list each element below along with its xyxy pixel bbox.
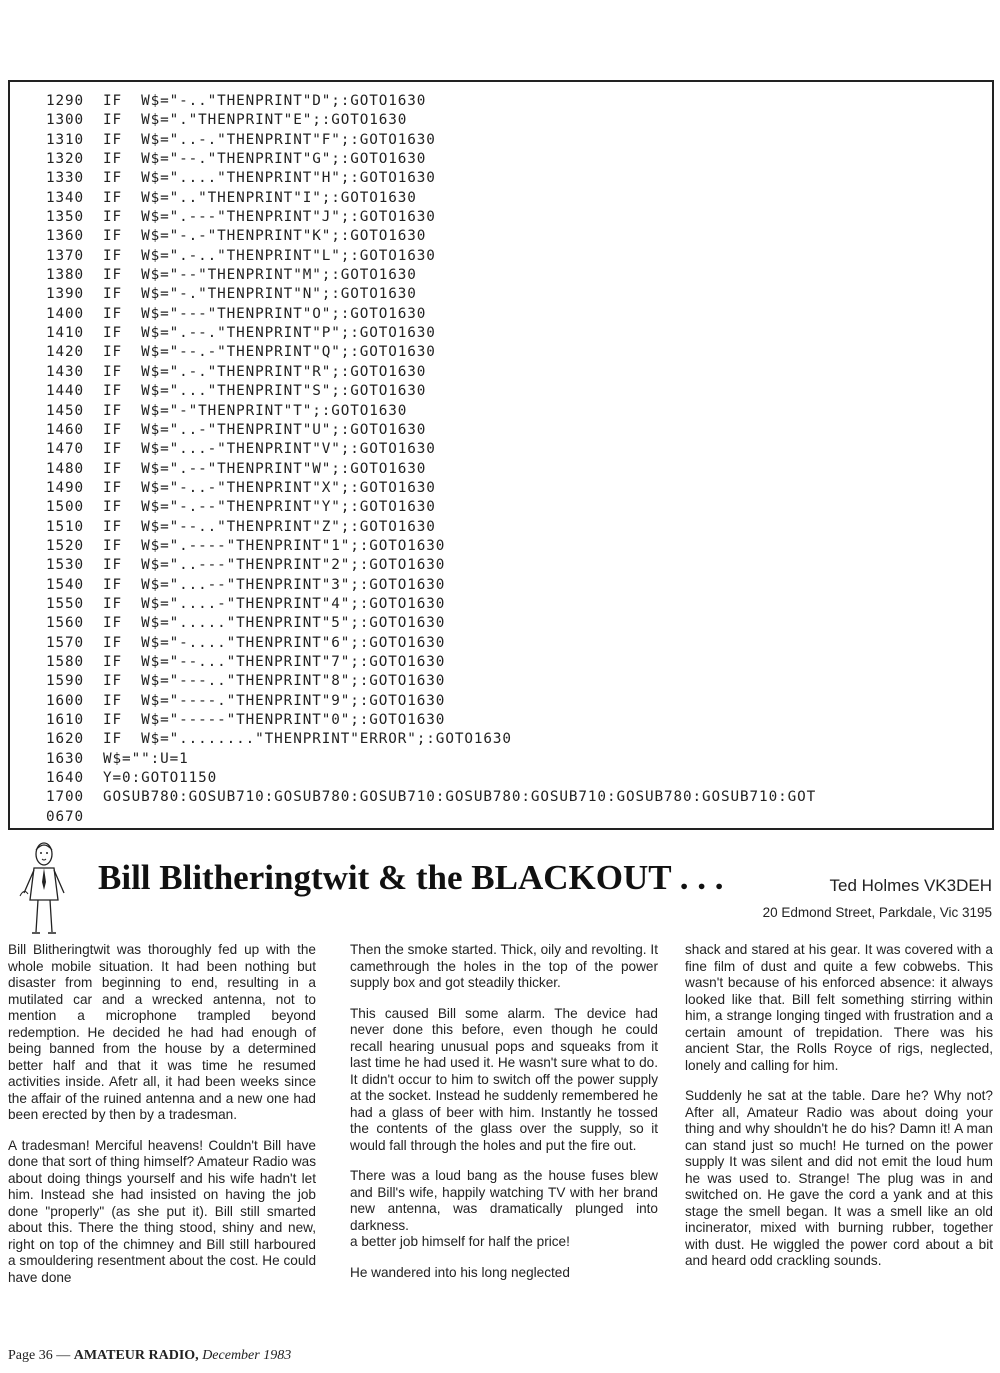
code-line: 1700 GOSUB780:GOSUB710:GOSUB780:GOSUB710:GOSUB780:GOSUB710:GOSUB780:GOSUB710:GOT (46, 789, 817, 806)
code-line: 1410 IF W$=".--."THENPRINT"P";:GOTO1630 (46, 325, 436, 342)
code-line: 1380 IF W$="--"THENPRINT"M";:GOTO1630 (46, 267, 417, 284)
code-line: 1510 IF W$="--.."THENPRINT"Z";:GOTO1630 (46, 518, 436, 535)
code-line: 1470 IF W$="...-"THENPRINT"V";:GOTO1630 (46, 441, 436, 458)
code-line: 1640 Y=0:GOTO1150 (46, 770, 218, 787)
code-line: 1430 IF W$=".-."THENPRINT"R";:GOTO1630 (46, 363, 427, 380)
article-column-2 (350, 942, 658, 1281)
author-address: 20 Edmond Street, Parkdale, Vic 3195 (762, 905, 992, 920)
cartoon-figure-illustration (14, 838, 74, 938)
code-line: 1580 IF W$="--..."THENPRINT"7";:GOTO1630 (46, 653, 446, 670)
code-line: 1490 IF W$="-..-"THENPRINT"X";:GOTO1630 (46, 479, 436, 496)
code-line: 1450 IF W$="-"THENPRINT"T";:GOTO1630 (46, 402, 408, 419)
page-number: Page 36 — (8, 1348, 71, 1363)
code-line: 1440 IF W$="..."THENPRINT"S";:GOTO1630 (46, 383, 427, 400)
paragraph: Suddenly he sat at the table. Dare he? Why not? After all, Amateur Radio was about doing your thing and why shouldn't he do his? Damn it! A man can stand just so much! He turned on the power supply It was silent and did not emit the loud hum he was used to. Strange! The plug was in and switched on. He gave the cord a yank and at this stage the smell began. It was a smell like an old incinerator, mixed with burning rubber, together with dust. He wiggled the power cord about a bit and heard odd crackling sounds. (685, 1088, 993, 1268)
paragraph: Bill Blitheringtwit was thoroughly fed up with the whole mobile situation. It had been nothing but disaster from beginning to end, resulting in a mutilated car and a wrecked antenna, not to mention a microphone trampled beyond redemption. He decided he had had enough of being banned from the house by a determined better half and that it was time he resumed activities inside. Afetr all, it had been weeks since the affair of the ruined antenna and a new one had been erected by then by a tradesman. (8, 942, 316, 1122)
code-line: 1370 IF W$=".-.."THENPRINT"L";:GOTO1630 (46, 247, 436, 264)
article-title: Bill Blitheringtwit & the BLACKOUT . . . (98, 858, 724, 897)
paragraph: He wandered into his long neglected (350, 1264, 570, 1280)
code-line: 1360 IF W$="-.-"THENPRINT"K";:GOTO1630 (46, 228, 427, 245)
code-line: 1290 IF W$="-.."THENPRINT"D";:GOTO1630 (46, 93, 427, 109)
basic-program-listing (46, 92, 982, 827)
article-column-3 (685, 942, 993, 1270)
code-line: 1310 IF W$="..-."THENPRINT"F";:GOTO1630 (46, 131, 436, 148)
code-line: 1620 IF W$="........"THENPRINT"ERROR";:GOTO1630 (46, 731, 512, 748)
code-line: 1600 IF W$="----."THENPRINT"9";:GOTO1630 (46, 692, 446, 709)
code-line: 1520 IF W$=".----"THENPRINT"1";:GOTO1630 (46, 537, 446, 554)
code-line: 1300 IF W$="."THENPRINT"E";:GOTO1630 (46, 112, 408, 129)
code-line: 1350 IF W$=".---"THENPRINT"J";:GOTO1630 (46, 209, 436, 226)
code-line: 1330 IF W$="...."THENPRINT"H";:GOTO1630 (46, 170, 436, 187)
code-line: 1500 IF W$="-.--"THENPRINT"Y";:GOTO1630 (46, 499, 436, 516)
code-line: 1610 IF W$="-----"THENPRINT"0";:GOTO1630 (46, 712, 446, 728)
page-footer (8, 1348, 291, 1364)
paragraph: This caused Bill some alarm. The device had never done this before, even though he could recall hearing unusual pops and squeaks from it last time he had used it. He wasn't sure what to do. It didn't occur to him to switch off the power supply at the socket. Instead he suddenly remembered he had a glass of beer with him. Instantly he tossed the contents of the glass over the supply, so it would fall through the holes and put the fire out. (350, 1005, 658, 1153)
code-line: 1390 IF W$="-."THENPRINT"N";:GOTO1630 (46, 286, 417, 303)
code-line: 1530 IF W$="..---"THENPRINT"2";:GOTO1630 (46, 557, 446, 574)
program-listing-box (8, 80, 994, 830)
code-line: 1550 IF W$="....-"THENPRINT"4";:GOTO1630 (46, 595, 446, 612)
paragraph: Then the smoke started. Thick, oily and revolting. It camethrough the holes in the top of the power supply box and got steadily thicker. (350, 942, 658, 990)
code-line: 1460 IF W$="..-"THENPRINT"U";:GOTO1630 (46, 421, 427, 438)
code-line: 1480 IF W$=".--"THENPRINT"W";:GOTO1630 (46, 460, 427, 477)
paragraph: A tradesman! Merciful heavens! Couldn't Bill have done that sort of thing himself? Amateur Radio was about doing things yourself and his wife hadn't let him. Instead she had insisted on having the job done "properly" (as she put it). Bill still smarted about this. There the thing stood, shiny and new, right on top of the chimney and Bill still harboured a smouldering resentment about the cost. He could have done (8, 1137, 316, 1285)
paragraph: a better job himself for half the price! (350, 1234, 570, 1249)
magazine-name: AMATEUR RADIO, (73, 1348, 199, 1363)
code-line: 1540 IF W$="...--"THENPRINT"3";:GOTO1630 (46, 576, 446, 593)
paragraph: shack and stared at his gear. It was covered with a fine film of dust and quite a few cobwebs. This wasn't because of his enforced absence: it always looked like that. Bill felt something stirring within him, a strange longing tinged with frustration and a certain amount of trepidation. There was his ancient Star, the Rolls Royce of rigs, neglected, lonely and calling for him. (685, 942, 993, 1073)
code-line: 1560 IF W$="....."THENPRINT"5";:GOTO1630 (46, 615, 446, 632)
issue-date: December 1983 (202, 1348, 292, 1363)
code-line: 1630 W$="":U=1 (46, 750, 189, 767)
code-line: 1420 IF W$="--.-"THENPRINT"Q";:GOTO1630 (46, 344, 436, 361)
code-line: 1320 IF W$="--."THENPRINT"G";:GOTO1630 (46, 151, 427, 168)
author-name: Ted Holmes VK3DEH (829, 876, 992, 895)
article-column-1 (8, 942, 316, 1286)
code-line: 1340 IF W$=".."THENPRINT"I";:GOTO1630 (46, 189, 417, 206)
code-line: 1400 IF W$="---"THENPRINT"O";:GOTO1630 (46, 305, 427, 322)
code-line: 1590 IF W$="---.."THENPRINT"8";:GOTO1630 (46, 673, 446, 690)
code-line: 0670 (46, 808, 85, 825)
code-line: 1570 IF W$="-...."THENPRINT"6";:GOTO1630 (46, 634, 446, 651)
paragraph: There was a loud bang as the house fuses blew and Bill's wife, happily watching TV with her brand new antenna, was dramatically plunged into darkness. (350, 1168, 658, 1233)
